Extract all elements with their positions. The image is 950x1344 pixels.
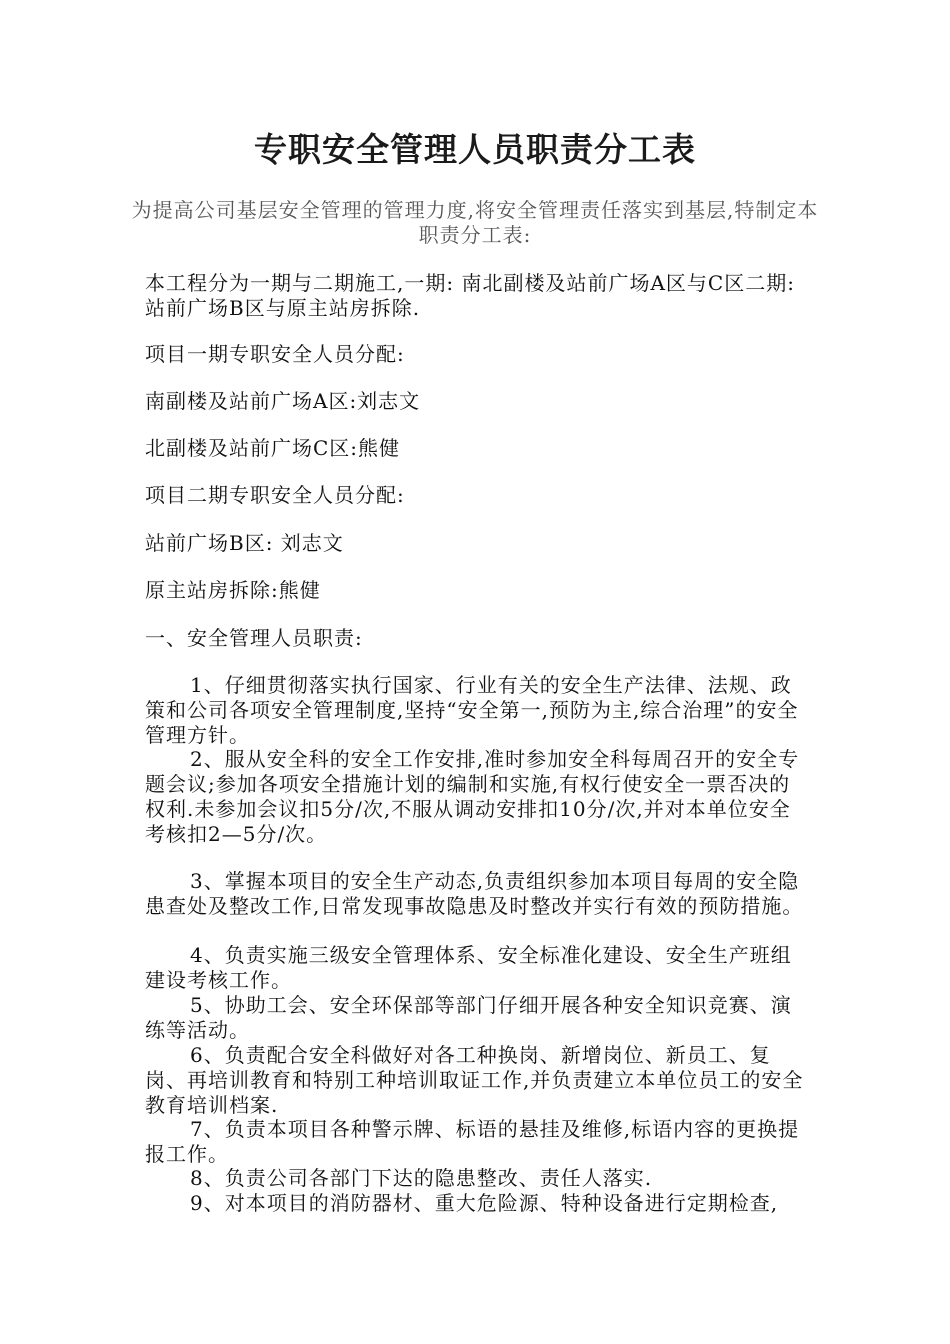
- phase2-plaza-assignment: 站前广场B区: 刘志文: [145, 531, 344, 555]
- phase2-demolition-assignment: 原主站房拆除:熊健: [145, 578, 321, 602]
- duty-item-2: 2、服从安全科的安全工作安排,准时参加安全科每周召开的安全专题会议;参加各项安全措施计划的编制和实施,有权行使安全一票否决的权利.未参加会议扣5分/次,不服从调动安排扣10分/次,并对本单位安全考核扣2—5分/次。: [145, 747, 800, 846]
- duty-item-1: 1、仔细贯彻落实执行国家、行业有关的安全生产法律、法规、政策和公司各项安全管理制度,坚持“安全第一,预防为主,综合治理”的安全管理方针。: [145, 673, 799, 747]
- duty-item-3: 3、掌握本项目的安全生产动态,负责组织参加本项目每周的安全隐患查处及整改工作,日常发现事故隐患及时整改并实行有效的预防措施。: [145, 869, 804, 918]
- phase1-heading: 项目一期专职安全人员分配:: [145, 342, 405, 366]
- phases-paragraph: 本工程分为一期与二期施工,一期: 南北副楼及站前广场A区与C区二期: 站前广场B区与原主站房拆除.: [145, 271, 795, 320]
- duty-item-8: 8、负责公司各部门下达的隐患整改、责任人落实.: [190, 1166, 653, 1190]
- duty-item-4: 4、负责实施三级安全管理体系、安全标准化建设、安全生产班组建设考核工作。: [145, 943, 792, 992]
- section1-heading: 一、安全管理人员职责:: [145, 626, 363, 650]
- document-title: 专职安全管理人员职责分工表: [254, 130, 696, 169]
- duty-item-7: 7、负责本项目各种警示牌、标语的悬挂及维修,标语内容的更换提报工作。: [145, 1117, 800, 1166]
- intro-paragraph: 为提高公司基层安全管理的管理力度,将安全管理责任落实到基层,特制定本职责分工表:: [131, 198, 819, 247]
- phase1-north-assignment: 北副楼及站前广场C区:熊健: [145, 436, 401, 460]
- duty-item-6: 6、负责配合安全科做好对各工种换岗、新增岗位、新员工、复岗、再培训教育和特别工种培训取证工作,并负责建立本单位员工的安全教育培训档案.: [145, 1043, 804, 1117]
- phase2-heading: 项目二期专职安全人员分配:: [145, 483, 405, 507]
- duty-item-9: 9、对本项目的消防器材、重大危险源、特种设备进行定期检查,: [190, 1191, 779, 1215]
- phase1-south-assignment: 南副楼及站前广场A区:刘志文: [145, 389, 421, 413]
- duty-item-5: 5、协助工会、安全环保部等部门仔细开展各种安全知识竞赛、演练等活动。: [145, 993, 792, 1042]
